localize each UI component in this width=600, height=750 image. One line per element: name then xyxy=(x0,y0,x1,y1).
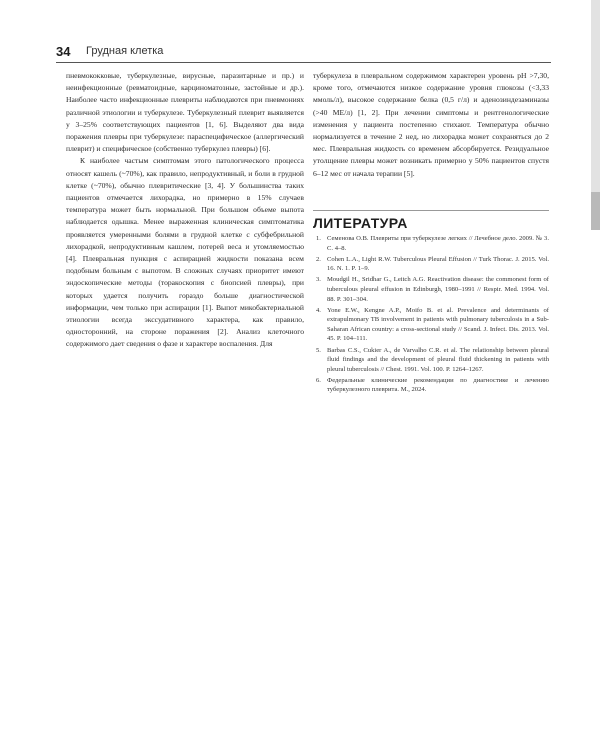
body-paragraph: туберкулеза в плевральном содержимом характерен уровень pH >7,30, кроме того, отмечаются низкое содержание уровня глюкозы (<3,33 ммоль/л), высокое содержание белка (0,5 г/л) и аденозиндезаминазы (>40 МЕ/л) [1, 2]. При лечении симптомы и рентгенологические изменения у пациента постепенно стихают. Температура обычно нормализуется в течение 2 нед, но лихорадка может сохраняться до 2 мес. Плевральная жидкость со временем абсорбируется. Резидуальное утолщение плевры может возникать примерно у 50% пациентов спустя 6–12 мес от начала терапии [5]. xyxy=(313,71,549,178)
reference-text: Barbas C.S., Cukier A., de Varvalho C.R. et al. The relationship between pleural fluid findings and the development of pleural fluid thickening in patients with pleural tuberculosis // Chest. 1991. Vol. 100. P. 1264–1267. xyxy=(327,346,549,373)
reference-number: 1. xyxy=(316,235,321,242)
reference-text: Moudgil H., Sridhar G., Leitch A.G. Reactivation disease: the commonest form of tuberculous pleural effusion in Edinburgh, 1980–1991 // Respir. Med. 1994. Vol. 88. P. 301–304. xyxy=(327,276,549,303)
page-header xyxy=(56,44,556,64)
reference-number: 6. xyxy=(316,376,321,384)
reference-item xyxy=(313,346,549,375)
reference-item xyxy=(313,255,549,274)
page-number: 34 xyxy=(56,44,71,59)
body-paragraph: пневмококковые, туберкулезные, вирусные, паразитарные и пр.) и неинфекционные (ревматоидные, карциноматозные, застойные и др.). Наиболее часто инфекционные плевриты наблюдаются при пневмониях различной этиологии и туберкулезе. Туберкулезный плеврит выявляется у 3–25% соответствующих пациентов [1, 6]. Выделяют два вида поражения плевры при туберкулезе: парaспецифическое (аллергический плеврит) и специфическое (собственно туберкулез плевры) [6]. xyxy=(66,71,304,154)
section-thumb-tab xyxy=(591,192,600,230)
reference-item xyxy=(313,275,549,304)
body-paragraph: К наиболее частым симптомам этого патологического процесса относят кашель (~70%), как правило, непродуктивный, и боли в грудной клетке (~70%), обычно плевритические [3, 4]. У большинства таких пациентов отмечается лихорадка, но примерно в 15% случаев температура может быть нормальной. При большом объеме выпота наблюдается одышка. Менее выраженная клиническая симптоматика проявляется умеренными болями в грудной клетке с субфебрильной лихорадкой, непродуктивным кашлем, потерей веса и утомляемостью [4]. Плевральная пункция с аспирацией жидкости показана всем подобным больным с выпотом. В сложных случаях приоритет имеют эндоскопические методы (торакоскопия с биопсией плевры), при которых удается получить гораздо больше диагностической информации, чем только при аспирации [1]. Выпот микобактериальной этиологии всегда экссудативного характера, как правило, односторонний, на стороне поражения [2]. Анализ клеточного содержимого дает сведения о фазе и характере воспаления. Для xyxy=(66,156,304,349)
literature-heading: ЛИТЕРАТУРА xyxy=(313,210,549,231)
reference-number: 5. xyxy=(316,346,321,354)
running-title: Грудная клетка xyxy=(86,45,164,57)
header-rule xyxy=(56,62,551,63)
reference-number: 2. xyxy=(316,255,321,263)
left-column xyxy=(66,70,304,351)
reference-number: 4. xyxy=(316,306,321,314)
reference-item xyxy=(313,376,549,395)
reference-text: Yone E.W., Kengne A.P., Moifo B. et al. Prevalence and determinants of extrapulmonary TB involvement in patients with pulmonary tuberculosis in a Sub-Saharan African country: a cross-sectional study // Scand. J. Infect. Dis. 2013. Vol. 45. P. 104–111. xyxy=(327,306,549,343)
reference-text: Федеральные клинические рекомендации по диагностике и лечению туберкулезного плеврита. М., 2024. xyxy=(327,376,549,394)
reference-item xyxy=(313,306,549,344)
reference-list xyxy=(313,234,549,397)
right-column xyxy=(313,70,549,180)
reference-text: Cohen L.A., Light R.W. Tuberculous Pleural Effusion // Turk Thorac. J. 2015. Vol. 16. N. 1. P. 1–9. xyxy=(327,255,549,273)
reference-item xyxy=(313,234,549,253)
reference-number: 3. xyxy=(316,276,321,284)
reference-text: Семенова О.В. Плевриты при туберкулезе легких // Лечебное дело. 2009. № 3. С. 4–8. xyxy=(327,235,549,252)
